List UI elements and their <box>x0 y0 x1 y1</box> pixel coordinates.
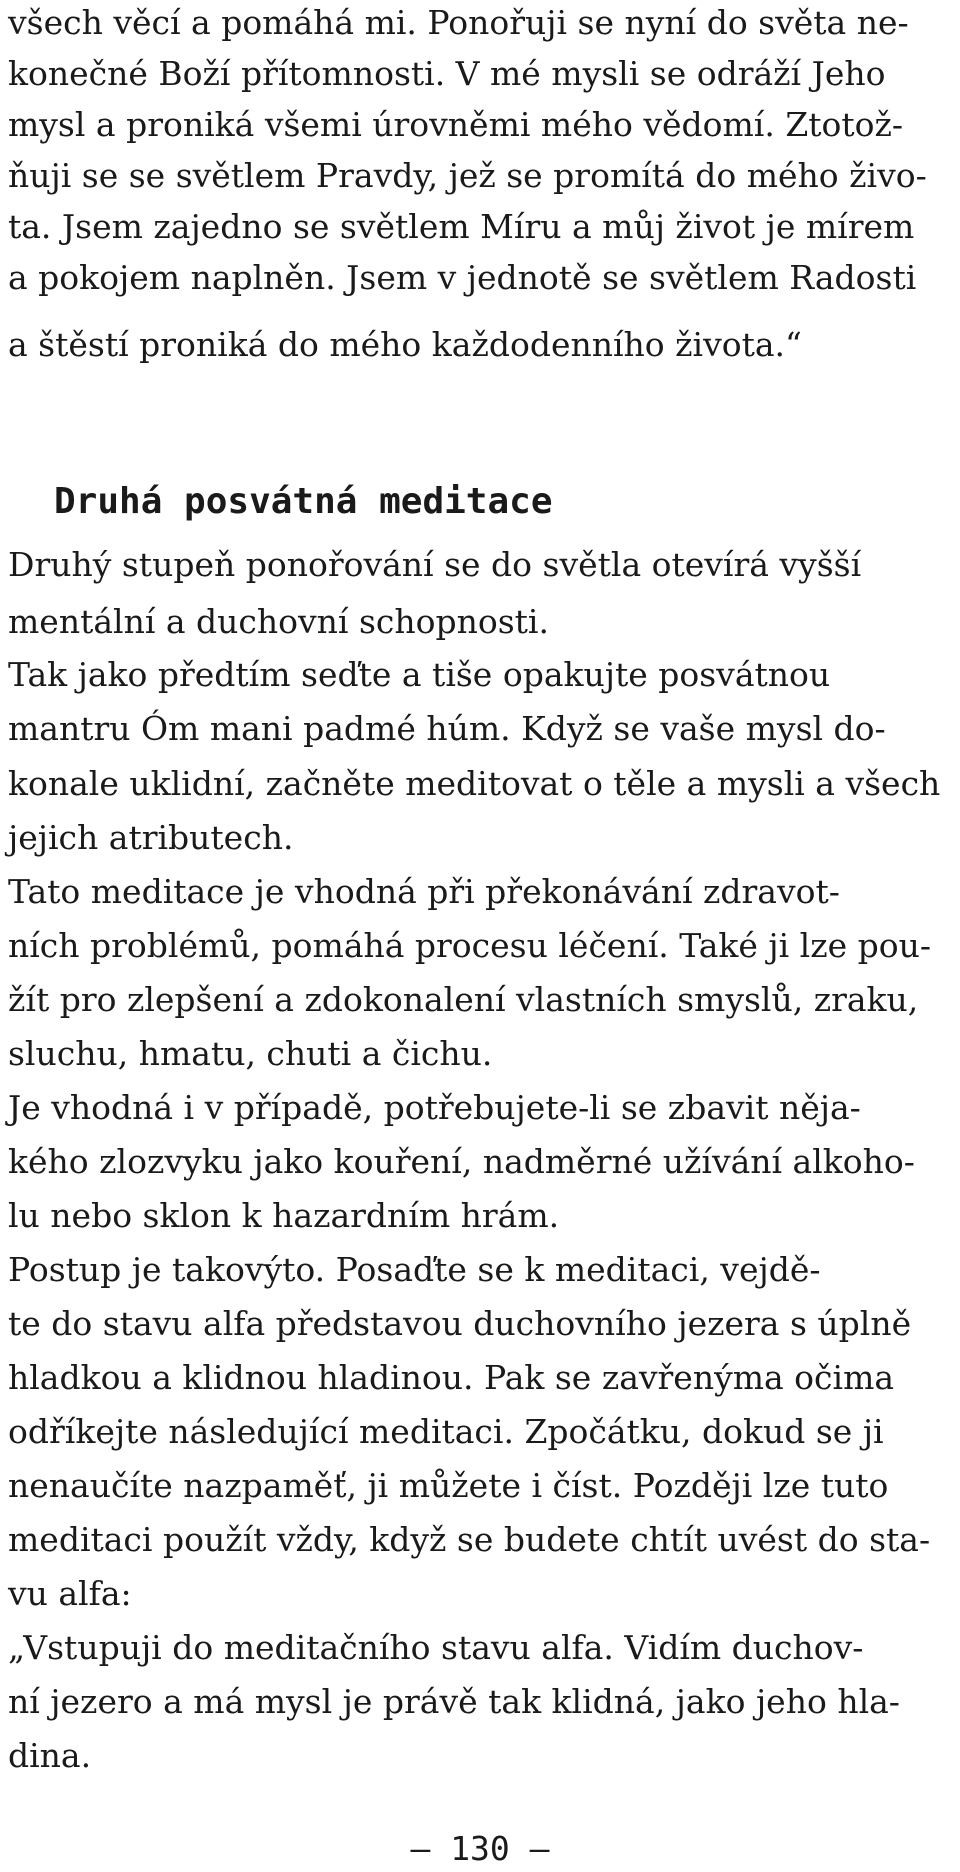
text-line-6: a pokojem naplněn. Jsem v jednotě se světlem Radosti <box>8 258 917 297</box>
text-line-24: odříkejte následující meditaci. Zpočátku, dokud se ji <box>8 1412 884 1451</box>
text-line-4: ňuji se se světlem Pravdy, jež se promítá do mého živo- <box>8 156 927 195</box>
text-line-22: te do stavu alfa představou duchovního jezera s úplně <box>8 1304 912 1343</box>
text-line-29: ní jezero a má mysl je právě tak klidná, jako jeho hla- <box>8 1682 900 1721</box>
text-line-15: ních problémů, pomáhá procesu léčení. Také ji lze pou- <box>8 926 932 965</box>
text-line-16: žít pro zlepšení a zdokonalení vlastních smyslů, zraku, <box>8 980 919 1019</box>
text-line-27: vu alfa: <box>8 1574 132 1613</box>
page-number: – 130 – <box>410 1829 550 1868</box>
text-line-19: kého zlozvyku jako kouření, nadměrné užívání alkoho- <box>8 1142 915 1181</box>
text-line-12: konale uklidní, začněte meditovat o těle a mysli a všech <box>8 764 941 803</box>
text-line-25: nenaučíte nazpaměť, ji můžete i číst. Později lze tuto <box>8 1466 889 1505</box>
text-line-3: mysl a proniká všemi úrovněmi mého vědomí. Ztotož- <box>8 105 904 144</box>
text-line-30: dina. <box>8 1736 92 1775</box>
text-line-10: Tak jako předtím seďte a tiše opakujte posvátnou <box>8 655 831 694</box>
text-line-18: Je vhodná i v případě, potřebujete-li se zbavit něja- <box>8 1088 861 1127</box>
text-line-5: ta. Jsem zajedno se světlem Míru a můj život je mírem <box>8 207 915 246</box>
text-line-21: Postup je takovýto. Posaďte se k meditaci, vejdě- <box>8 1250 821 1289</box>
text-line-20: lu nebo sklon k hazardním hrám. <box>8 1196 560 1235</box>
text-line-7: a štěstí proniká do mého každodenního života.“ <box>8 325 802 364</box>
text-line-17: sluchu, hmatu, chuti a čichu. <box>8 1034 493 1073</box>
text-line-1: všech věcí a pomáhá mi. Ponořuji se nyní do světa ne- <box>8 3 909 42</box>
text-line-23: hladkou a klidnou hladinou. Pak se zavřenýma očima <box>8 1358 895 1397</box>
text-line-14: Tato meditace je vhodná při překonávání zdravot- <box>8 872 840 911</box>
text-line-28: „Vstupuji do meditačního stavu alfa. Vidím duchov- <box>8 1628 864 1667</box>
text-line-26: meditaci použít vždy, když se budete chtít uvést do sta- <box>8 1520 931 1559</box>
text-line-13: jejich atributech. <box>8 818 294 857</box>
section-heading: Druhá posvátná meditace <box>54 481 553 522</box>
text-line-9: mentální a duchovní schopnosti. <box>8 602 549 641</box>
text-line-11: mantru Óm mani padmé húm. Když se vaše mysl do- <box>8 709 886 748</box>
text-line-8: Druhý stupeň ponořování se do světla otevírá vyšší <box>8 545 862 584</box>
text-line-2: konečné Boží přítomnosti. V mé mysli se odráží Jeho <box>8 54 886 93</box>
